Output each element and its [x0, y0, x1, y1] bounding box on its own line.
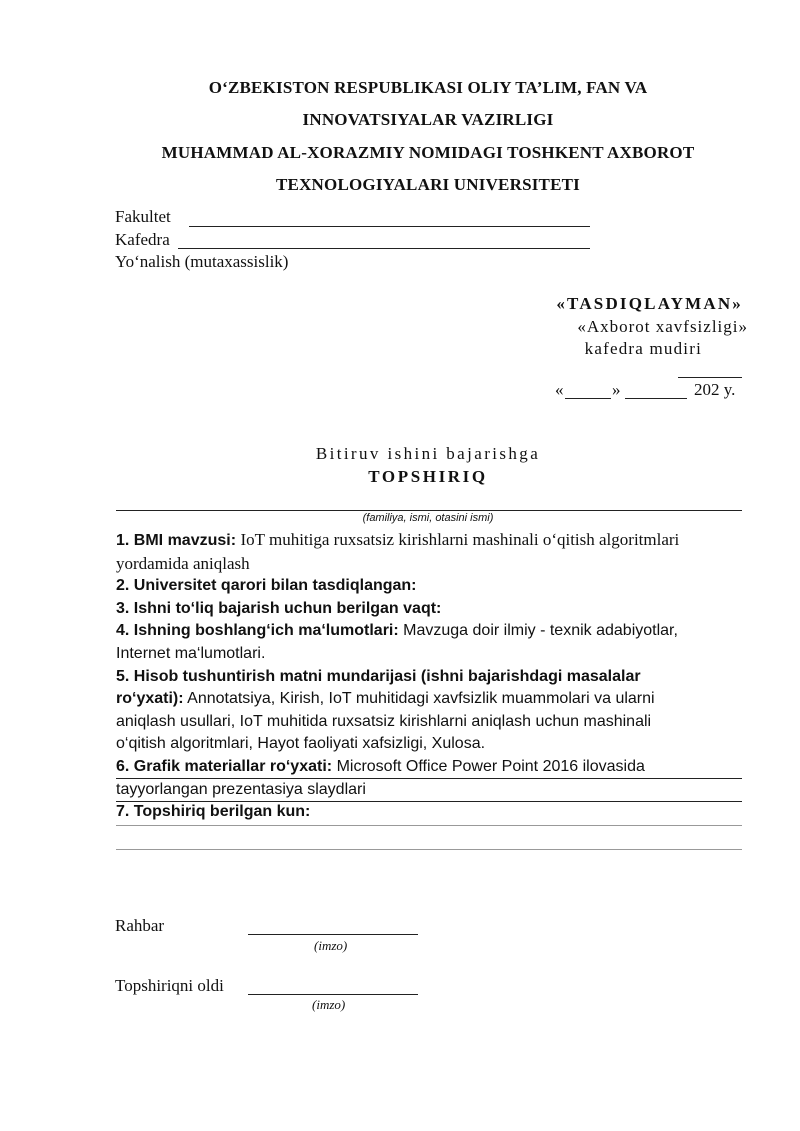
extra-line[interactable] [116, 849, 742, 850]
task-5-text-cont-1: aniqlash usullari, IoT muhitida ruxsatsiz kirishlarni aniqlash uchun mashinali [116, 712, 652, 730]
task-4-text-cont: Internet ma‘lumotlari. [116, 644, 266, 662]
task-3 [116, 598, 742, 621]
task-5 [116, 666, 742, 689]
task-5-text: Annotatsiya, Kirish, IoT muhitidagi xavfsizlik muammolari va ularni [187, 690, 655, 708]
document-subtitle: Bitiruv ishini bajarishga [315, 444, 541, 463]
date-close-quote: » [612, 380, 621, 399]
task-7 [116, 801, 742, 824]
task-6 [116, 756, 742, 779]
header-line-1: O‘ZBEKISTON RESPUBLIKASI OLIY TA’LIM, FAN VA [208, 78, 648, 97]
kafedra-label: Kafedra [115, 230, 170, 249]
task-6-text: Microsoft Office Power Point 2016 ilovasida [336, 757, 645, 775]
task-1-text-cont: yordamida aniqlash [116, 553, 250, 573]
oldi-label: Topshiriqni oldi [115, 976, 224, 995]
task-7-label: 7. Topshiriq berilgan kun: [116, 803, 311, 821]
task-5-text-cont-2: o‘qitish algoritmlari, Hayot faoliyati xafsizligi, Xulosa. [116, 735, 486, 753]
task-3-label: 3. Ishni to‘liq bajarish uchun berilgan vaqt: [116, 599, 442, 617]
name-line[interactable] [116, 510, 742, 511]
fakultet-label: Fakultet [115, 207, 171, 226]
approval-date [555, 380, 743, 402]
task-1-text: IoT muhitiga ruxsatsiz kirishlarni mashinali o‘qitish algoritmlari [240, 530, 680, 549]
header-line-2: INNOVATSIYALAR VAZIRLIGI [302, 110, 554, 129]
task-4 [116, 620, 742, 643]
oldi-signature-line[interactable] [248, 994, 418, 995]
date-month-line[interactable] [625, 398, 687, 399]
header-line-3: MUHAMMAD AL-XORAZMIY NOMIDAGI TOSHKENT AXBOROT [161, 143, 695, 162]
task-list [116, 529, 742, 824]
kafedra-line[interactable] [178, 248, 590, 249]
task-4-label: 4. Ishning boshlang‘ich ma‘lumotlari: [116, 622, 399, 640]
fakultet-line[interactable] [189, 226, 590, 227]
rahbar-signature-line[interactable] [248, 934, 418, 935]
approval-signature-line[interactable] [678, 377, 742, 378]
rahbar-caption: (imzo) [314, 938, 348, 953]
task-6-label: 6. Grafik materiallar ro‘yxati: [116, 757, 333, 775]
task-1 [116, 529, 742, 553]
task-2 [116, 575, 742, 598]
task-5-label-cont: ro‘yxati): [116, 690, 184, 708]
date-open-quote: « [555, 380, 564, 399]
task-6-line-1[interactable] [116, 778, 742, 779]
document-title: TOPSHIRIQ [368, 467, 488, 486]
approval-title: «TASDIQLAYMAN» [556, 294, 743, 313]
rahbar-label: Rahbar [115, 916, 165, 935]
task-4-text: Mavzuga doir ilmiy - texnik adabiyotlar, [403, 622, 678, 640]
approval-line1: «Axborot xavfsizligi» [577, 317, 748, 336]
task-5-cont [116, 688, 742, 711]
task-7-line[interactable] [116, 825, 742, 826]
name-caption: (familiya, ismi, otasini ismi) [362, 512, 494, 524]
task-6-text-cont: tayyorlangan prezentasiya slaydlari [116, 780, 366, 798]
task-1-label: 1. BMI mavzusi: [116, 532, 237, 549]
header-line-4: TEXNOLOGIYALARI UNIVERSITETI [276, 175, 580, 194]
date-day-line[interactable] [565, 398, 611, 399]
approval-line2: kafedra mudiri [584, 339, 702, 358]
yonalish-label: Yo‘nalish (mutaxassislik) [115, 252, 289, 271]
task-6-line-2[interactable] [116, 801, 742, 802]
task-5-label: 5. Hisob tushuntirish matni mundarijasi (ishni bajarishdagi masalalar [116, 667, 641, 685]
oldi-caption: (imzo) [312, 997, 346, 1012]
task-2-label: 2. Universitet qarori bilan tasdiqlangan: [116, 577, 417, 595]
date-year: 202 y. [694, 380, 736, 399]
